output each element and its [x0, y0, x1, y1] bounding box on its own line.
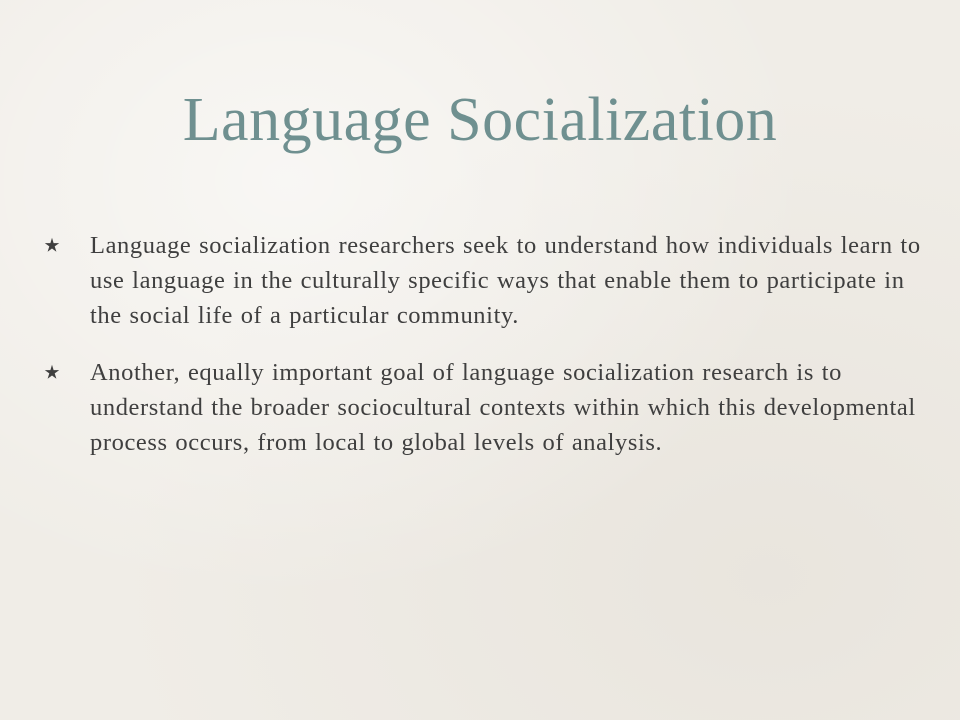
star-icon — [44, 237, 60, 253]
bullet-list — [44, 228, 924, 482]
star-icon — [44, 364, 60, 380]
slide-title: Language Socialization — [182, 86, 778, 154]
bullet-item — [44, 228, 924, 333]
bullet-text: Another, equally important goal of language socialization research is to understand the broader sociocultural contexts within which this developmental process occurs, from local to global levels of analysis. — [90, 359, 916, 456]
bullet-text: Language socialization researchers seek to understand how individuals learn to use language in the culturally specific ways that enable them to participate in the social life of a particular community. — [90, 232, 921, 329]
bullet-item — [44, 355, 924, 460]
